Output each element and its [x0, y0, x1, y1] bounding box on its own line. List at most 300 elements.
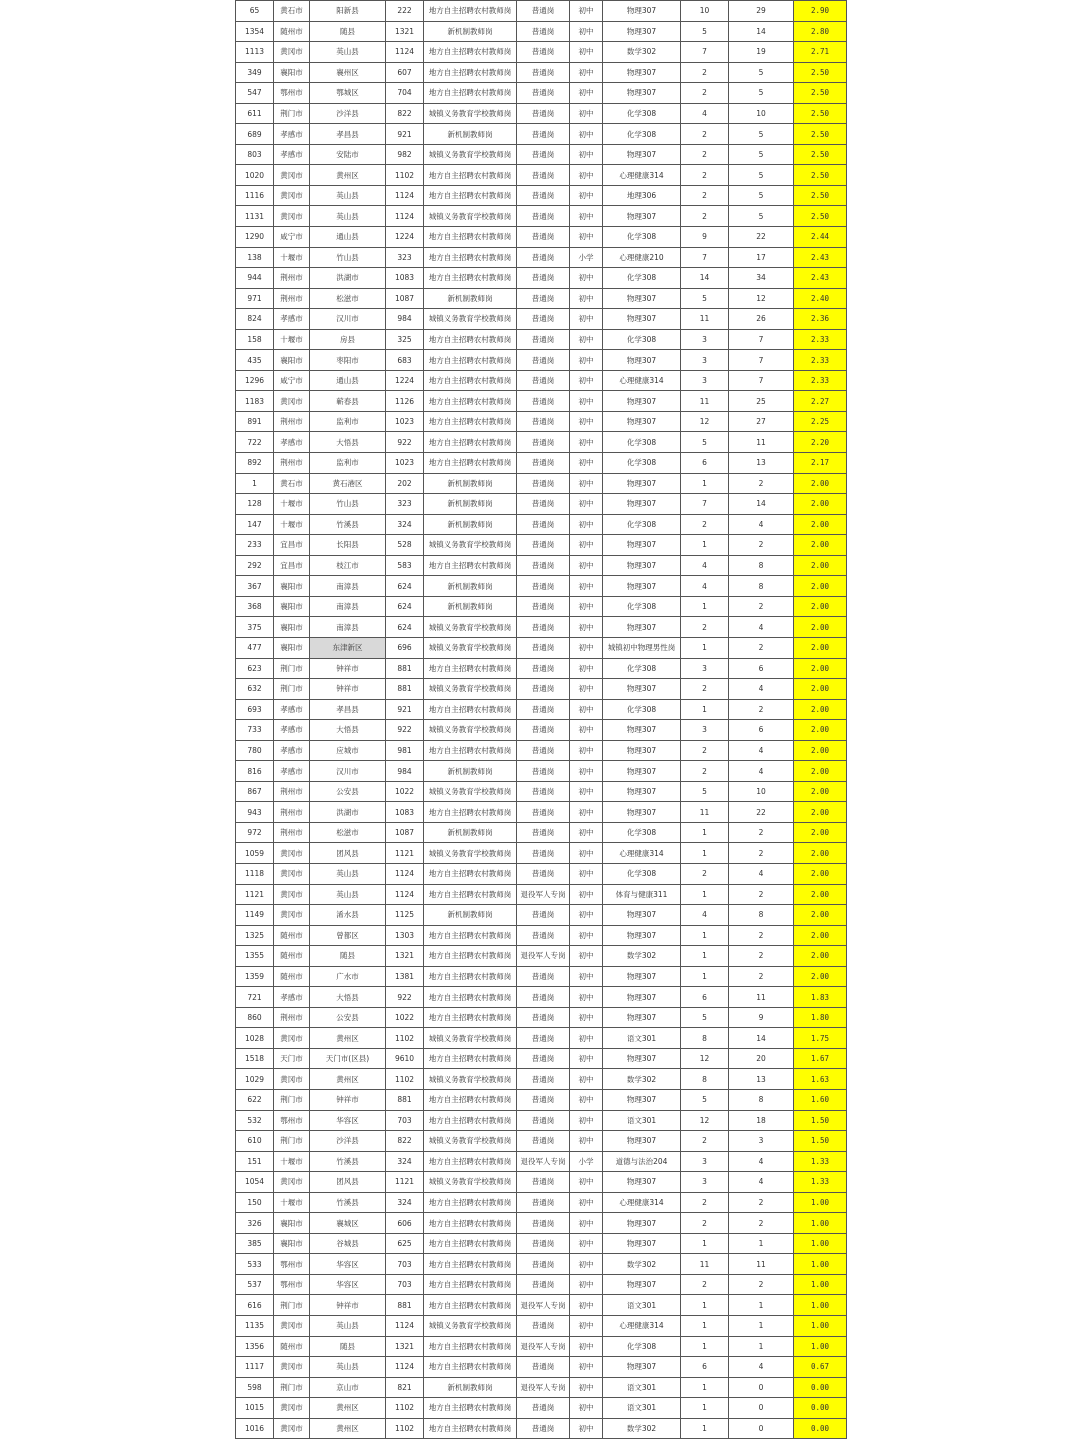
subject-cell: 化学308 — [603, 124, 681, 145]
ratio-cell: 2.50 — [794, 124, 847, 145]
post-type-cell: 地方自主招聘农村教师岗 — [424, 946, 517, 967]
ratio-cell: 2.50 — [794, 83, 847, 104]
applicants-cell: 8 — [729, 905, 794, 926]
table-row — [236, 761, 847, 782]
district-cell: 黄州区 — [310, 1418, 386, 1439]
subject-cell: 体育与健康311 — [603, 884, 681, 905]
post-category-cell: 普通岗 — [517, 432, 570, 453]
subject-cell: 数学302 — [603, 42, 681, 63]
district-cell: 鄂城区 — [310, 83, 386, 104]
district-cell: 广水市 — [310, 966, 386, 987]
city-cell: 鄂州市 — [274, 1110, 310, 1131]
post-type-cell: 地方自主招聘农村教师岗 — [424, 62, 517, 83]
subject-cell: 语文301 — [603, 1377, 681, 1398]
applicants-cell: 22 — [729, 227, 794, 248]
level-cell: 初中 — [570, 329, 603, 350]
applicants-cell: 20 — [729, 1048, 794, 1069]
row-id-cell: 147 — [236, 514, 274, 535]
city-cell: 荆州市 — [274, 411, 310, 432]
code-cell: 624 — [386, 617, 424, 638]
district-cell: 洪湖市 — [310, 802, 386, 823]
city-cell: 随州市 — [274, 1336, 310, 1357]
post-category-cell: 普通岗 — [517, 658, 570, 679]
row-id-cell: 733 — [236, 720, 274, 741]
district-cell: 英山县 — [310, 884, 386, 905]
post-type-cell: 地方自主招聘农村教师岗 — [424, 1110, 517, 1131]
applicants-cell: 19 — [729, 42, 794, 63]
table-row — [236, 596, 847, 617]
applicants-cell: 0 — [729, 1418, 794, 1439]
post-type-cell: 城镇义务教育学校教师岗 — [424, 1316, 517, 1337]
quota-cell: 11 — [681, 391, 729, 412]
city-cell: 黄冈市 — [274, 1028, 310, 1049]
subject-cell: 语文301 — [603, 1398, 681, 1419]
district-cell: 黄石港区 — [310, 473, 386, 494]
table-row — [236, 576, 847, 597]
subject-cell: 物理307 — [603, 802, 681, 823]
subject-cell: 物理307 — [603, 1172, 681, 1193]
post-category-cell: 退役军人专岗 — [517, 1295, 570, 1316]
post-category-cell: 普通岗 — [517, 1110, 570, 1131]
level-cell: 初中 — [570, 103, 603, 124]
applicants-cell: 14 — [729, 494, 794, 515]
post-category-cell: 普通岗 — [517, 740, 570, 761]
district-cell: 枣阳市 — [310, 350, 386, 371]
district-cell: 大悟县 — [310, 987, 386, 1008]
post-type-cell: 地方自主招聘农村教师岗 — [424, 1233, 517, 1254]
quota-cell: 12 — [681, 411, 729, 432]
post-type-cell: 新机制教师岗 — [424, 124, 517, 145]
level-cell: 初中 — [570, 637, 603, 658]
city-cell: 襄阳市 — [274, 576, 310, 597]
code-cell: 324 — [386, 1151, 424, 1172]
code-cell: 325 — [386, 329, 424, 350]
quota-cell: 2 — [681, 679, 729, 700]
ratio-cell: 2.43 — [794, 268, 847, 289]
quota-cell: 14 — [681, 268, 729, 289]
row-id-cell: 943 — [236, 802, 274, 823]
table-row — [236, 699, 847, 720]
subject-cell: 化学308 — [603, 514, 681, 535]
post-type-cell: 地方自主招聘农村教师岗 — [424, 1048, 517, 1069]
city-cell: 黄冈市 — [274, 1357, 310, 1378]
district-cell: 浠水县 — [310, 905, 386, 926]
post-type-cell: 地方自主招聘农村教师岗 — [424, 1, 517, 22]
post-type-cell: 地方自主招聘农村教师岗 — [424, 1274, 517, 1295]
level-cell: 初中 — [570, 1007, 603, 1028]
post-category-cell: 普通岗 — [517, 329, 570, 350]
post-category-cell: 普通岗 — [517, 268, 570, 289]
quota-cell: 2 — [681, 83, 729, 104]
applicants-cell: 6 — [729, 720, 794, 741]
table-row — [236, 309, 847, 330]
table-row — [236, 1089, 847, 1110]
applicants-cell: 4 — [729, 1357, 794, 1378]
district-cell: 襄州区 — [310, 62, 386, 83]
ratio-cell: 2.50 — [794, 144, 847, 165]
subject-cell: 化学308 — [603, 268, 681, 289]
subject-cell: 物理307 — [603, 1089, 681, 1110]
level-cell: 初中 — [570, 185, 603, 206]
ratio-cell: 2.00 — [794, 720, 847, 741]
level-cell: 初中 — [570, 1069, 603, 1090]
quota-cell: 2 — [681, 165, 729, 186]
district-cell: 监利市 — [310, 453, 386, 474]
applicants-cell: 2 — [729, 473, 794, 494]
level-cell: 初中 — [570, 1398, 603, 1419]
applicants-cell: 8 — [729, 576, 794, 597]
subject-cell: 心理健康314 — [603, 843, 681, 864]
applicants-cell: 10 — [729, 781, 794, 802]
subject-cell: 心理健康314 — [603, 1192, 681, 1213]
quota-cell: 1 — [681, 637, 729, 658]
row-id-cell: 1290 — [236, 227, 274, 248]
district-cell: 南漳县 — [310, 596, 386, 617]
table-row — [236, 268, 847, 289]
post-category-cell: 普通岗 — [517, 617, 570, 638]
post-category-cell: 普通岗 — [517, 227, 570, 248]
quota-cell: 11 — [681, 309, 729, 330]
ratio-cell: 0.67 — [794, 1357, 847, 1378]
subject-cell: 物理307 — [603, 966, 681, 987]
post-category-cell: 普通岗 — [517, 1131, 570, 1152]
code-cell: 683 — [386, 350, 424, 371]
code-cell: 1224 — [386, 227, 424, 248]
subject-cell: 心理健康210 — [603, 247, 681, 268]
table-row — [236, 329, 847, 350]
district-cell: 孝昌县 — [310, 124, 386, 145]
table-row — [236, 62, 847, 83]
row-id-cell: 971 — [236, 288, 274, 309]
city-cell: 襄阳市 — [274, 62, 310, 83]
quota-cell: 3 — [681, 720, 729, 741]
table-row — [236, 637, 847, 658]
post-category-cell: 普通岗 — [517, 103, 570, 124]
code-cell: 1102 — [386, 1069, 424, 1090]
ratio-cell: 2.00 — [794, 925, 847, 946]
table-row — [236, 83, 847, 104]
applicants-cell: 6 — [729, 658, 794, 679]
post-category-cell: 普通岗 — [517, 555, 570, 576]
subject-cell: 物理307 — [603, 1131, 681, 1152]
post-type-cell: 新机制教师岗 — [424, 494, 517, 515]
row-id-cell: 233 — [236, 535, 274, 556]
district-cell: 竹溪县 — [310, 1151, 386, 1172]
table-row — [236, 1192, 847, 1213]
row-id-cell: 326 — [236, 1213, 274, 1234]
quota-cell: 2 — [681, 740, 729, 761]
level-cell: 初中 — [570, 473, 603, 494]
city-cell: 黄冈市 — [274, 1069, 310, 1090]
city-cell: 襄阳市 — [274, 1213, 310, 1234]
code-cell: 1022 — [386, 781, 424, 802]
applicants-cell: 1 — [729, 1336, 794, 1357]
level-cell: 初中 — [570, 740, 603, 761]
applicants-cell: 0 — [729, 1398, 794, 1419]
level-cell: 初中 — [570, 699, 603, 720]
row-id-cell: 150 — [236, 1192, 274, 1213]
post-type-cell: 地方自主招聘农村教师岗 — [424, 370, 517, 391]
code-cell: 1121 — [386, 1172, 424, 1193]
post-type-cell: 新机制教师岗 — [424, 822, 517, 843]
post-type-cell: 城镇义务教育学校教师岗 — [424, 309, 517, 330]
table-row — [236, 802, 847, 823]
ratio-cell: 1.00 — [794, 1233, 847, 1254]
row-id-cell: 385 — [236, 1233, 274, 1254]
post-category-cell: 普通岗 — [517, 1398, 570, 1419]
row-id-cell: 892 — [236, 453, 274, 474]
row-id-cell: 435 — [236, 350, 274, 371]
post-category-cell: 普通岗 — [517, 843, 570, 864]
quota-cell: 5 — [681, 1007, 729, 1028]
post-type-cell: 新机制教师岗 — [424, 905, 517, 926]
city-cell: 宜昌市 — [274, 535, 310, 556]
district-cell: 公安县 — [310, 1007, 386, 1028]
quota-cell: 3 — [681, 1172, 729, 1193]
post-category-cell: 普通岗 — [517, 1418, 570, 1439]
district-cell: 英山县 — [310, 1357, 386, 1378]
applicants-cell: 11 — [729, 432, 794, 453]
level-cell: 初中 — [570, 1254, 603, 1275]
post-type-cell: 城镇义务教育学校教师岗 — [424, 1028, 517, 1049]
subject-cell: 道德与法治204 — [603, 1151, 681, 1172]
post-type-cell: 地方自主招聘农村教师岗 — [424, 391, 517, 412]
row-id-cell: 622 — [236, 1089, 274, 1110]
post-category-cell: 普通岗 — [517, 720, 570, 741]
subject-cell: 化学308 — [603, 227, 681, 248]
level-cell: 初中 — [570, 62, 603, 83]
level-cell: 初中 — [570, 1377, 603, 1398]
quota-cell: 4 — [681, 576, 729, 597]
quota-cell: 1 — [681, 843, 729, 864]
applicants-cell: 1 — [729, 1316, 794, 1337]
post-type-cell: 地方自主招聘农村教师岗 — [424, 185, 517, 206]
post-category-cell: 普通岗 — [517, 350, 570, 371]
post-category-cell: 普通岗 — [517, 288, 570, 309]
code-cell: 922 — [386, 987, 424, 1008]
ratio-cell: 2.71 — [794, 42, 847, 63]
post-category-cell: 普通岗 — [517, 699, 570, 720]
post-category-cell: 普通岗 — [517, 247, 570, 268]
ratio-cell: 1.33 — [794, 1151, 847, 1172]
row-id-cell: 803 — [236, 144, 274, 165]
post-type-cell: 新机制教师岗 — [424, 514, 517, 535]
row-id-cell: 532 — [236, 1110, 274, 1131]
city-cell: 襄阳市 — [274, 1233, 310, 1254]
post-type-cell: 地方自主招聘农村教师岗 — [424, 165, 517, 186]
city-cell: 孝感市 — [274, 720, 310, 741]
code-cell: 625 — [386, 1233, 424, 1254]
code-cell: 1124 — [386, 185, 424, 206]
applicants-cell: 18 — [729, 1110, 794, 1131]
subject-cell: 物理307 — [603, 288, 681, 309]
table-row — [236, 370, 847, 391]
post-category-cell: 普通岗 — [517, 1028, 570, 1049]
post-type-cell: 地方自主招聘农村教师岗 — [424, 1151, 517, 1172]
level-cell: 初中 — [570, 288, 603, 309]
code-cell: 1023 — [386, 453, 424, 474]
ratio-cell: 2.00 — [794, 596, 847, 617]
applicants-cell: 2 — [729, 925, 794, 946]
table-row — [236, 966, 847, 987]
city-cell: 荆门市 — [274, 1131, 310, 1152]
post-type-cell: 地方自主招聘农村教师岗 — [424, 1254, 517, 1275]
level-cell: 初中 — [570, 555, 603, 576]
ratio-cell: 1.00 — [794, 1274, 847, 1295]
post-type-cell: 地方自主招聘农村教师岗 — [424, 740, 517, 761]
post-category-cell: 普通岗 — [517, 494, 570, 515]
code-cell: 1126 — [386, 391, 424, 412]
district-cell: 华容区 — [310, 1110, 386, 1131]
quota-cell: 2 — [681, 514, 729, 535]
applicants-cell: 17 — [729, 247, 794, 268]
level-cell: 初中 — [570, 576, 603, 597]
code-cell: 981 — [386, 740, 424, 761]
district-cell: 通山县 — [310, 227, 386, 248]
row-id-cell: 824 — [236, 309, 274, 330]
post-category-cell: 普通岗 — [517, 761, 570, 782]
code-cell: 704 — [386, 83, 424, 104]
city-cell: 荆州市 — [274, 288, 310, 309]
post-category-cell: 普通岗 — [517, 596, 570, 617]
city-cell: 十堰市 — [274, 514, 310, 535]
table-row — [236, 1048, 847, 1069]
applicants-cell: 5 — [729, 206, 794, 227]
post-category-cell: 普通岗 — [517, 165, 570, 186]
code-cell: 1102 — [386, 1398, 424, 1419]
city-cell: 鄂州市 — [274, 1254, 310, 1275]
ratio-cell: 1.00 — [794, 1295, 847, 1316]
post-type-cell: 地方自主招聘农村教师岗 — [424, 329, 517, 350]
level-cell: 初中 — [570, 658, 603, 679]
code-cell: 703 — [386, 1110, 424, 1131]
table-row — [236, 1069, 847, 1090]
quota-cell: 2 — [681, 124, 729, 145]
code-cell: 922 — [386, 432, 424, 453]
row-id-cell: 860 — [236, 1007, 274, 1028]
district-cell: 黄州区 — [310, 1028, 386, 1049]
post-category-cell: 普通岗 — [517, 1274, 570, 1295]
quota-cell: 1 — [681, 473, 729, 494]
post-category-cell: 退役军人专岗 — [517, 884, 570, 905]
district-cell: 竹溪县 — [310, 1192, 386, 1213]
table-row — [236, 1357, 847, 1378]
code-cell: 624 — [386, 576, 424, 597]
post-category-cell: 普通岗 — [517, 514, 570, 535]
city-cell: 黄冈市 — [274, 843, 310, 864]
post-category-cell: 普通岗 — [517, 411, 570, 432]
post-type-cell: 地方自主招聘农村教师岗 — [424, 411, 517, 432]
quota-cell: 2 — [681, 761, 729, 782]
district-cell: 竹溪县 — [310, 514, 386, 535]
applicants-cell: 25 — [729, 391, 794, 412]
applicants-cell: 3 — [729, 1131, 794, 1152]
ratio-cell: 2.17 — [794, 453, 847, 474]
subject-cell: 物理307 — [603, 62, 681, 83]
row-id-cell: 616 — [236, 1295, 274, 1316]
level-cell: 初中 — [570, 966, 603, 987]
quota-cell: 1 — [681, 1316, 729, 1337]
city-cell: 孝感市 — [274, 987, 310, 1008]
table-row — [236, 432, 847, 453]
applicants-cell: 2 — [729, 822, 794, 843]
quota-cell: 4 — [681, 103, 729, 124]
table-row — [236, 555, 847, 576]
row-id-cell: 722 — [236, 432, 274, 453]
post-category-cell: 普通岗 — [517, 1069, 570, 1090]
row-id-cell: 477 — [236, 637, 274, 658]
ratio-cell: 2.25 — [794, 411, 847, 432]
level-cell: 初中 — [570, 905, 603, 926]
code-cell: 1124 — [386, 206, 424, 227]
city-cell: 十堰市 — [274, 494, 310, 515]
ratio-cell: 1.60 — [794, 1089, 847, 1110]
row-id-cell: 611 — [236, 103, 274, 124]
level-cell: 初中 — [570, 1, 603, 22]
post-type-cell: 新机制教师岗 — [424, 473, 517, 494]
city-cell: 荆门市 — [274, 679, 310, 700]
post-category-cell: 普通岗 — [517, 1233, 570, 1254]
row-id-cell: 1054 — [236, 1172, 274, 1193]
city-cell: 十堰市 — [274, 247, 310, 268]
level-cell: 初中 — [570, 1295, 603, 1316]
district-cell: 华容区 — [310, 1274, 386, 1295]
post-type-cell: 地方自主招聘农村教师岗 — [424, 227, 517, 248]
post-category-cell: 普通岗 — [517, 1048, 570, 1069]
post-type-cell: 新机制教师岗 — [424, 596, 517, 617]
level-cell: 初中 — [570, 514, 603, 535]
row-id-cell: 151 — [236, 1151, 274, 1172]
applicants-cell: 5 — [729, 165, 794, 186]
row-id-cell: 1118 — [236, 863, 274, 884]
table-row — [236, 720, 847, 741]
code-cell: 1124 — [386, 1316, 424, 1337]
post-type-cell: 新机制教师岗 — [424, 288, 517, 309]
code-cell: 1102 — [386, 1028, 424, 1049]
ratio-cell: 2.00 — [794, 473, 847, 494]
table-row — [236, 411, 847, 432]
applicants-cell: 4 — [729, 617, 794, 638]
code-cell: 982 — [386, 144, 424, 165]
subject-cell: 物理307 — [603, 21, 681, 42]
post-category-cell: 普通岗 — [517, 144, 570, 165]
table-row — [236, 288, 847, 309]
code-cell: 703 — [386, 1274, 424, 1295]
quota-cell: 5 — [681, 781, 729, 802]
table-row — [236, 535, 847, 556]
quota-cell: 1 — [681, 1398, 729, 1419]
city-cell: 孝感市 — [274, 740, 310, 761]
ratio-cell: 1.50 — [794, 1131, 847, 1152]
code-cell: 1023 — [386, 411, 424, 432]
ratio-cell: 2.33 — [794, 329, 847, 350]
code-cell: 921 — [386, 124, 424, 145]
quota-cell: 2 — [681, 1131, 729, 1152]
row-id-cell: 598 — [236, 1377, 274, 1398]
level-cell: 初中 — [570, 165, 603, 186]
city-cell: 荆州市 — [274, 453, 310, 474]
row-id-cell: 1 — [236, 473, 274, 494]
row-id-cell: 349 — [236, 62, 274, 83]
post-type-cell: 地方自主招聘农村教师岗 — [424, 1336, 517, 1357]
post-category-cell: 普通岗 — [517, 83, 570, 104]
post-type-cell: 地方自主招聘农村教师岗 — [424, 1213, 517, 1234]
post-category-cell: 普通岗 — [517, 1254, 570, 1275]
ratio-cell: 1.00 — [794, 1254, 847, 1275]
subject-cell: 物理307 — [603, 1213, 681, 1234]
city-cell: 咸宁市 — [274, 227, 310, 248]
city-cell: 黄冈市 — [274, 165, 310, 186]
